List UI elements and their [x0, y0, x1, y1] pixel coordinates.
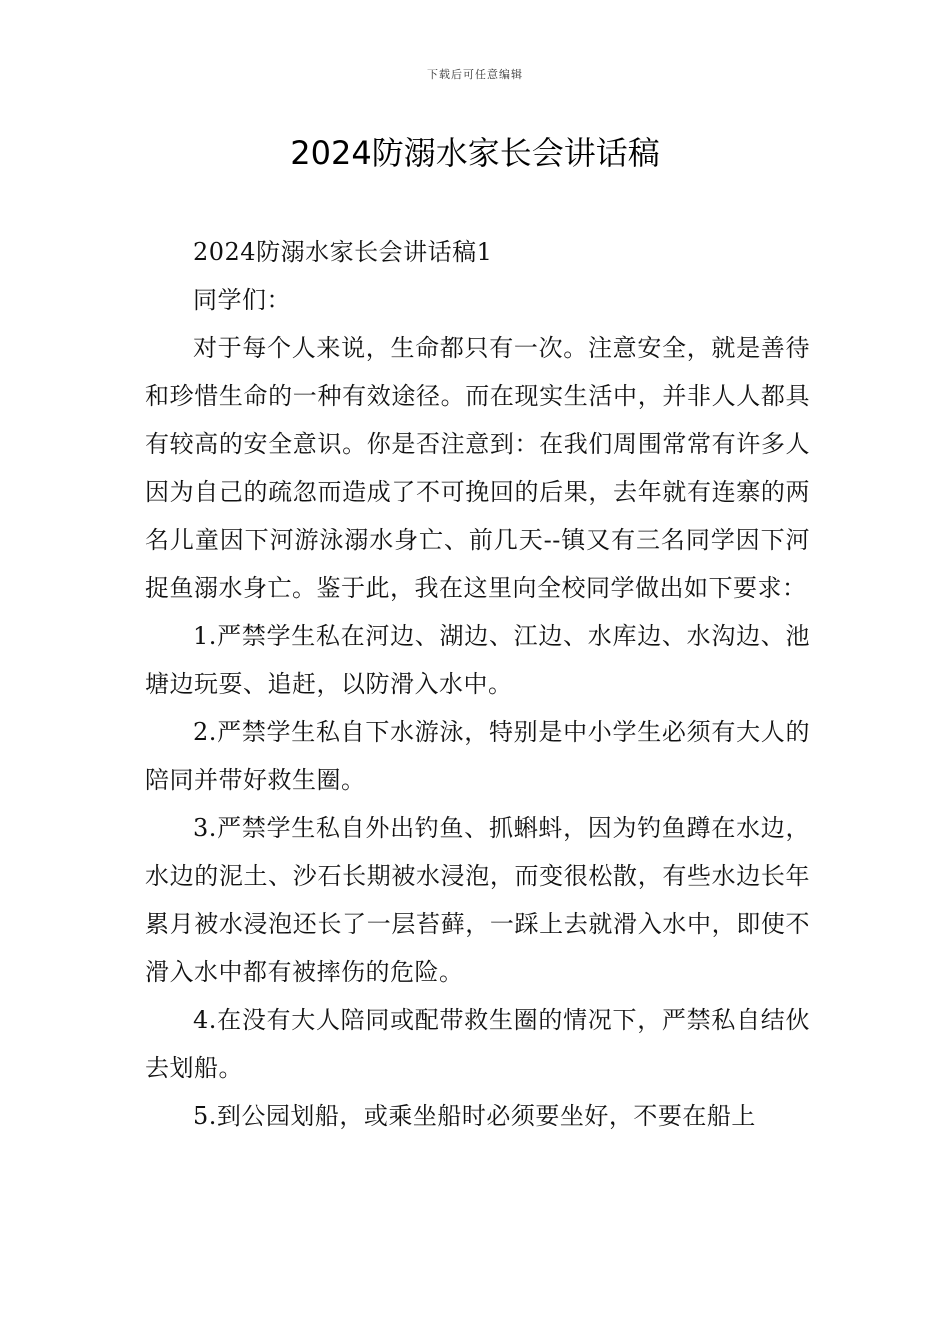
document-title: 2024防溺水家长会讲话稿: [290, 134, 660, 172]
document-body: [145, 228, 810, 1140]
rule-item-5: 5.到公园划船，或乘坐船时必须要坐好，不要在船上: [193, 1102, 756, 1130]
intro-paragraph: 对于每个人来说，生命都只有一次。注意安全，就是善待和珍惜生命的一种有效途径。而在现实生活中，并非人人都具有较高的安全意识。你是否注意到：在我们周围常常有许多人因为自己的疏忽而造成了不可挽回的后果，去年就有连寨的两名儿童因下河游泳溺水身亡、前几天--镇又有三名同学因下河捉鱼溺水身亡。鉴于此，我在这里向全校同学做出如下要求：: [145, 334, 810, 602]
section-heading: 2024防溺水家长会讲话稿1: [193, 238, 493, 266]
rule-item-4: 4.在没有大人陪同或配带救生圈的情况下，严禁私自结伙去划船。: [145, 1006, 810, 1082]
rule-item-1: 1.严禁学生私在河边、湖边、江边、水库边、水沟边、池塘边玩耍、追赶，以防滑入水中。: [145, 622, 810, 698]
header-note: 下载后可任意编辑: [427, 68, 523, 81]
salutation: 同学们：: [193, 286, 291, 314]
rule-item-2: 2.严禁学生私自下水游泳，特别是中小学生必须有大人的陪同并带好救生圈。: [145, 718, 810, 794]
rule-item-3: 3.严禁学生私自外出钓鱼、抓蝌蚪，因为钓鱼蹲在水边，水边的泥土、沙石长期被水浸泡，而变很松散，有些水边长年累月被水浸泡还长了一层苔藓，一踩上去就滑入水中，即使不滑入水中都有被摔伤的危险。: [145, 814, 810, 986]
